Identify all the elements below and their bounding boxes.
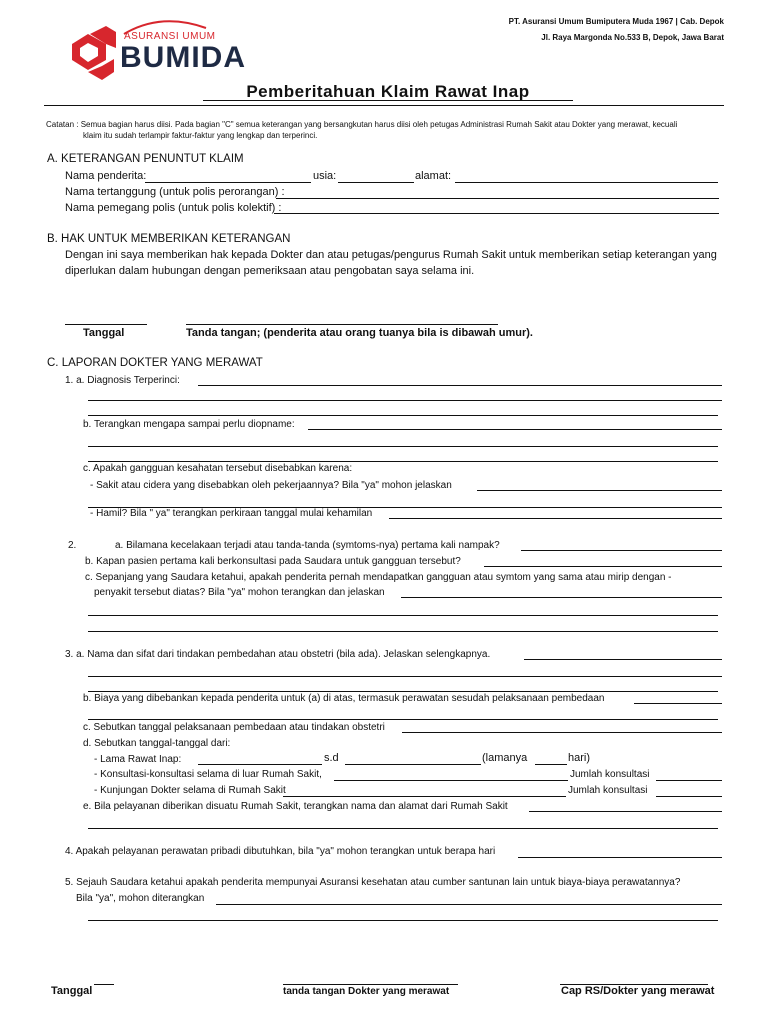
q3d1-label: - Lama Rawat Inap: bbox=[94, 754, 182, 765]
q1a-field-2[interactable] bbox=[88, 400, 722, 401]
q1a-field-3[interactable] bbox=[88, 415, 718, 416]
q2-number: 2. bbox=[68, 540, 77, 551]
logo-small-text: ASURANSI UMUM bbox=[124, 31, 216, 42]
q3a-field[interactable] bbox=[524, 659, 722, 660]
tertanggung-field[interactable] bbox=[276, 198, 719, 199]
section-b-heading: B. HAK UNTUK MEMBERIKAN KETERANGAN bbox=[47, 233, 291, 245]
nama-penderita-field[interactable] bbox=[145, 182, 311, 183]
q2c-label-1: c. Sepanjang yang Saudara ketahui, apakah penderita pernah mendapatkan gangguan atau symtom yang sama atau mirip dengan - bbox=[85, 572, 672, 583]
company-address bbox=[509, 16, 724, 44]
tanggal-b-field[interactable] bbox=[65, 324, 147, 325]
q5-label-1: 5. Sejauh Saudara ketahui apakah penderita mempunyai Asuransi kesehatan atau cumber santunan lain untuk biaya-biaya perawatannya? bbox=[65, 877, 681, 888]
section-c-heading: C. LAPORAN DOKTER YANG MERAWAT bbox=[47, 357, 263, 369]
q2a-label: a. Bilamana kecelakaan terjadi atau tanda-tanda (symtoms-nya) pertama kali nampak? bbox=[115, 540, 500, 551]
footer-tanggal-field[interactable] bbox=[94, 984, 114, 985]
nama-penderita-label: Nama penderita: bbox=[65, 170, 147, 182]
q1b-field-3[interactable] bbox=[88, 461, 718, 462]
q3b-field[interactable] bbox=[634, 703, 722, 704]
q3d3-label: - Kunjungan Dokter selama di Rumah Sakit bbox=[94, 785, 286, 796]
logo-brand-text: BUMIDA bbox=[120, 41, 246, 74]
footer-tanggal-label: Tanggal bbox=[51, 985, 93, 997]
tanggal-b-label: Tanggal bbox=[83, 327, 125, 339]
q3d3-jumlah-field[interactable] bbox=[656, 796, 722, 797]
q3e-field-2[interactable] bbox=[88, 828, 718, 829]
q3a-field-2[interactable] bbox=[88, 676, 722, 677]
company-logo bbox=[66, 14, 266, 84]
alamat-field[interactable] bbox=[455, 182, 718, 183]
q1c-2-label: - Hamil? Bila " ya" terangkan perkiraan tanggal mulai kehamilan bbox=[90, 508, 373, 519]
title-underline bbox=[203, 100, 573, 101]
q2b-label: b. Kapan pasien pertama kali berkonsultasi pada Saudara untuk gangguan tersebut? bbox=[85, 556, 461, 567]
signature-b-field[interactable] bbox=[186, 324, 498, 325]
q5-field[interactable] bbox=[216, 904, 722, 905]
usia-label: usia: bbox=[313, 170, 337, 182]
q3d3-field[interactable] bbox=[283, 796, 566, 797]
q3e-field[interactable] bbox=[529, 811, 722, 812]
q3c-field[interactable] bbox=[402, 732, 722, 733]
q1a-label: 1. a. Diagnosis Terperinci: bbox=[65, 375, 180, 386]
q3d3-jumlah-label: Jumlah konsultasi bbox=[568, 785, 648, 796]
section-a-heading: A. KETERANGAN PENUNTUT KLAIM bbox=[47, 153, 244, 165]
q2c-field[interactable] bbox=[401, 597, 722, 598]
company-line-1: PT. Asuransi Umum Bumiputera Muda 1967 | Cab. Depok bbox=[508, 17, 724, 26]
q3d2-jumlah-label: Jumlah konsultasi bbox=[570, 769, 650, 780]
q1c-2-field[interactable] bbox=[389, 518, 722, 519]
q5-field-2[interactable] bbox=[88, 920, 718, 921]
q1b-field-2[interactable] bbox=[88, 446, 718, 447]
q3d1-lama-field[interactable] bbox=[535, 764, 567, 765]
q2c-field-3[interactable] bbox=[88, 631, 718, 632]
q3d1-from-field[interactable] bbox=[198, 764, 322, 765]
q2b-field[interactable] bbox=[484, 566, 722, 567]
q5-label-2: Bila "ya", mohon diterangkan bbox=[76, 893, 205, 904]
alamat-label: alamat: bbox=[415, 170, 452, 182]
footer-doctor-signature-label: tanda tangan Dokter yang merawat bbox=[283, 986, 450, 997]
q1b-field[interactable] bbox=[308, 429, 722, 430]
q1c-1-field[interactable] bbox=[477, 490, 722, 491]
q3d-label: d. Sebutkan tanggal-tanggal dari: bbox=[83, 738, 231, 749]
section-b-text-1: Dengan ini saya memberikan hak kepada Dokter dan atau petugas/pengurus Rumah Sakit untuk memberikan setiap keterangan yang bbox=[65, 249, 717, 261]
q2a-field[interactable] bbox=[521, 550, 722, 551]
q3c-label: c. Sebutkan tanggal pelaksanaan pembedaan atau tindakan obstetri bbox=[83, 722, 385, 733]
pemegang-label: Nama pemegang polis (untuk polis kolektif) : bbox=[65, 202, 282, 214]
q3b-label: b. Biaya yang dibebankan kepada penderita untuk (a) di atas, termasuk perawatan sesudah pelaksanaan pembedaan bbox=[83, 693, 605, 704]
footer-doctor-signature-field[interactable] bbox=[283, 984, 458, 985]
q1b-label: b. Terangkan mengapa sampai perlu diopname: bbox=[83, 419, 295, 430]
tertanggung-label: Nama tertanggung (untuk polis perorangan) : bbox=[65, 186, 285, 198]
q3a-field-3[interactable] bbox=[88, 691, 718, 692]
q4-field[interactable] bbox=[518, 857, 722, 858]
q2c-field-2[interactable] bbox=[88, 615, 718, 616]
note-line-2: klaim itu sudah terlampir faktur-faktur yang lengkap dan terperinci. bbox=[83, 131, 318, 140]
q3d1-to-field[interactable] bbox=[345, 764, 481, 765]
q1c-label: c. Apakah gangguan kesahatan tersebut disebabkan karena: bbox=[83, 463, 353, 474]
pemegang-field[interactable] bbox=[274, 213, 719, 214]
q1a-field[interactable] bbox=[198, 385, 722, 386]
q4-label: 4. Apakah pelayanan perawatan pribadi dibutuhkan, bila "ya" mohon terangkan untuk berapa hari bbox=[65, 846, 496, 857]
section-b-text-2: diperlukan dalam hubungan dengan pemeriksaan atau pengobatan saya selama ini. bbox=[65, 265, 475, 277]
note-line-1: Catatan : Semua bagian harus diisi. Pada bagian "C" semua keterangan yang bersangkutan harus diisi oleh petugas Administrasi Rumah Sakit atau Dokter yang merawat, kecuali bbox=[46, 120, 678, 129]
q3b-field-2[interactable] bbox=[88, 719, 718, 720]
company-line-2: Jl. Raya Margonda No.533 B, Depok, Jawa Barat bbox=[541, 33, 724, 42]
header-divider bbox=[44, 105, 724, 106]
q3d2-jumlah-field[interactable] bbox=[656, 780, 722, 781]
q3d1-sd-label: s.d bbox=[324, 752, 339, 764]
q3d2-field[interactable] bbox=[334, 780, 568, 781]
q3a-label: 3. a. Nama dan sifat dari tindakan pembedahan atau obstetri (bila ada). Jelaskan selengkapnya. bbox=[65, 649, 491, 660]
usia-field[interactable] bbox=[338, 182, 414, 183]
q2c-label-2: penyakit tersebut diatas? Bila "ya" mohon terangkan dan jelaskan bbox=[94, 587, 385, 598]
signature-b-label: Tanda tangan; (penderita atau orang tuanya bila is dibawah umur). bbox=[186, 327, 533, 339]
footer-stamp-label: Cap RS/Dokter yang merawat bbox=[561, 985, 715, 997]
q3e-label: e. Bila pelayanan diberikan disuatu Rumah Sakit, terangkan nama dan alamat dari Rumah Sakit bbox=[83, 801, 508, 812]
page-title: Pemberitahuan Klaim Rawat Inap bbox=[246, 82, 530, 101]
q1c-1-label: - Sakit atau cidera yang disebabkan oleh pekerjaannya? Bila "ya" mohon jelaskan bbox=[90, 480, 452, 491]
q3d1-hari-label: hari) bbox=[568, 752, 591, 764]
q3d2-label: - Konsultasi-konsultasi selama di luar Rumah Sakit, bbox=[94, 769, 322, 780]
q3d1-lama-label: (lamanya bbox=[482, 752, 528, 764]
